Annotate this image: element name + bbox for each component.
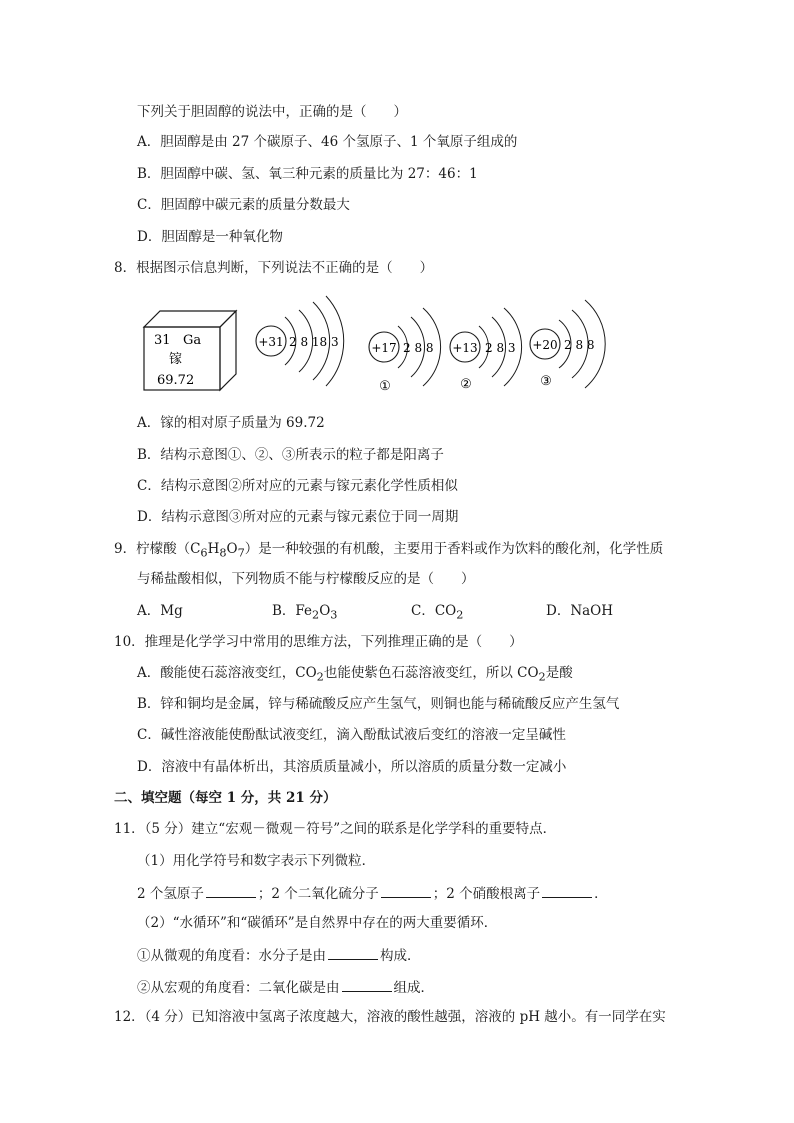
q9-option-c: C．$CO_2$: [411, 603, 464, 622]
q8-stem: 8．根据图示信息判断，下列说法不正确的是（ ）: [114, 260, 434, 276]
q11-sub1: （1）用化学符号和数字表示下列微粒．: [137, 853, 376, 869]
q7-option-a: A．胆固醇是由 27 个碳原子、46 个氢原子、1 个氧原子组成的: [137, 134, 518, 150]
q10-option-b: B．锌和铜均是金属，锌与稀硫酸反应产生氢气，则铜也能与稀硫酸反应产生氢气: [137, 696, 620, 712]
s3-nucleus: +20: [532, 338, 558, 352]
q9-option-a: A．Mg: [137, 603, 183, 619]
q8-option-d: D．结构示意图③所对应的元素与镓元素位于同一周期: [137, 509, 459, 525]
q8-option-a: A．镓的相对原子质量为 69.72: [137, 415, 325, 431]
structure-2: [450, 308, 522, 392]
q10-option-c: C．碱性溶液能使酚酞试液变红，滴入酚酞试液后变红的溶液一定呈碱性: [137, 727, 566, 743]
q9-option-d: D．NaOH: [546, 603, 614, 619]
q7-option-c: C．胆固醇中碳元素的质量分数最大: [137, 197, 350, 213]
q7-option-b: B．胆固醇中碳、氢、氧三种元素的质量比为 27：46：1: [137, 166, 478, 182]
element-mass: 69.72: [157, 373, 195, 388]
ga-atom-diagram: [256, 296, 344, 386]
q10-option-a: A．酸能使石蕊溶液变红，$CO_2$也能使紫色石蕊溶液变红，所以 $CO_2$是酸: [137, 665, 573, 684]
blank-4[interactable]: [328, 945, 378, 960]
q11-stem: 11．（5 分）建立“宏观－微观－符号”之间的联系是化学学科的重要特点．: [114, 821, 557, 837]
structure-1: [369, 308, 441, 394]
q7-option-d: D．胆固醇是一种氧化物: [137, 229, 283, 245]
q11-blanks-row: 2 个氢原子 ；2 个二氧化硫分子 ；2 个硝酸根离子 ．: [137, 883, 608, 903]
element-number: 31: [154, 333, 171, 348]
s1-shells: 2 8 8: [403, 341, 434, 355]
q8-option-c: C．结构示意图②所对应的元素与镓元素化学性质相似: [137, 478, 458, 494]
blank-5[interactable]: [342, 977, 392, 992]
q8-option-b: B．结构示意图①、②、③所表示的粒子都是阳离子: [137, 447, 444, 463]
q9-option-b: B．$Fe_2O_3$: [272, 603, 338, 622]
s2-nucleus: +13: [452, 341, 478, 355]
blank-3[interactable]: [542, 883, 592, 898]
q11-macro: ②从宏观的角度看：二氧化碳是由 组成．: [137, 977, 434, 997]
s3-shells: 2 8 8: [564, 338, 595, 352]
q10-stem: 10．推理是化学学习中常用的思维方法，下列推理正确的是（ ）: [114, 634, 523, 650]
q9-stem-line2: 与稀盐酸相似，下列物质不能与柠檬酸反应的是（ ）: [137, 571, 475, 587]
blank-1[interactable]: [206, 883, 256, 898]
element-symbol: Ga: [183, 333, 202, 348]
s2-shells: 2 8 3: [485, 341, 516, 355]
section-2-title: 二、填空题（每空 1 分，共 21 分）: [114, 790, 337, 806]
q11-sub2: （2）“水循环”和“碳循环”是自然界中存在的两大重要循环．: [137, 915, 498, 931]
q9-stem-line1: 9．柠檬酸$(C_6H_8O_7)$是一种较强的有机酸，主要用于香料或作为饮料的酸化剂，化学性质: [114, 541, 664, 560]
q10-option-d: D．溶液中有晶体析出，其溶质质量减小，所以溶质的质量分数一定减小: [137, 759, 567, 775]
element-card: [144, 311, 236, 390]
q12-stem: 12．（4 分）已知溶液中氢离子浓度越大，溶液的酸性越强，溶液的 pH 越小。有一同学在实: [114, 1009, 666, 1025]
ga-nucleus: +31: [258, 335, 284, 349]
s2-marker: ②: [460, 377, 472, 392]
structure-3: [530, 300, 605, 389]
blank-2[interactable]: [381, 883, 431, 898]
element-name: 镓: [169, 352, 183, 367]
s1-marker: ①: [379, 379, 391, 394]
q11-micro: ①从微观的角度看：水分子是由 构成．: [137, 945, 421, 965]
q8-figure: [0, 0, 794, 420]
ga-shells: 2 8 18 3: [289, 335, 339, 349]
s1-nucleus: +17: [371, 341, 397, 355]
s3-marker: ③: [540, 374, 552, 389]
q7-stem: 下列关于胆固醇的说法中，正确的是（ ）: [137, 104, 407, 120]
